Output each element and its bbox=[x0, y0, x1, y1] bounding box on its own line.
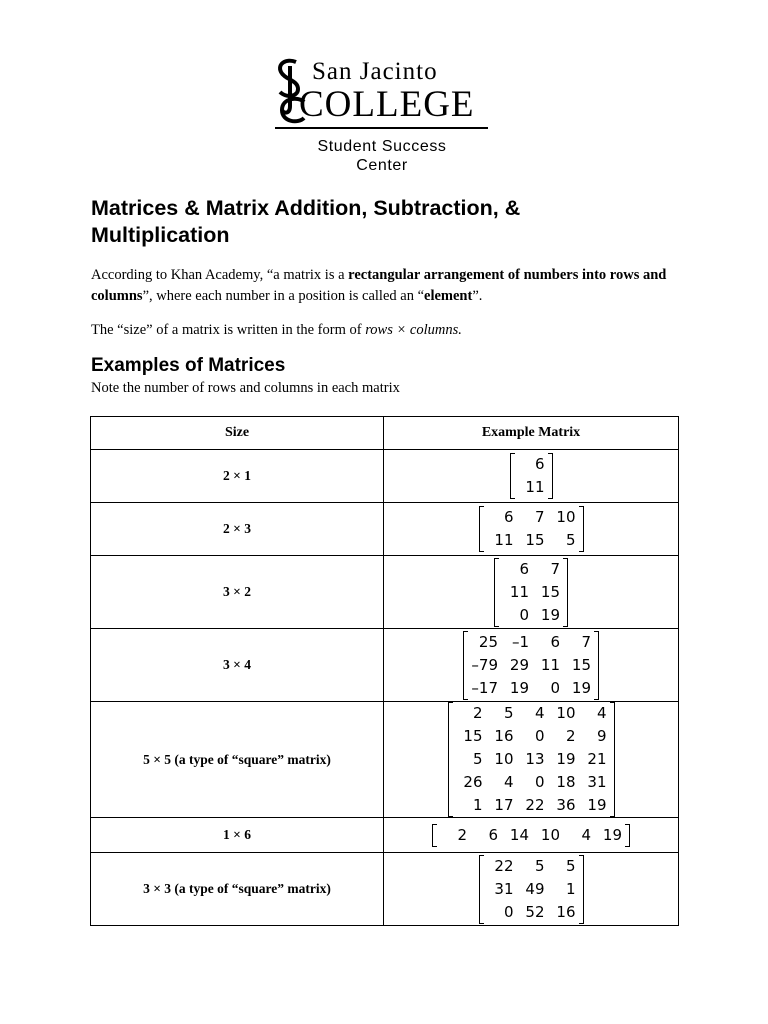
matrix-row bbox=[485, 855, 578, 878]
matrix-element: 5 bbox=[472, 750, 483, 768]
matrix-cell bbox=[384, 818, 679, 853]
matrix-element: 22 bbox=[494, 856, 514, 875]
matrix-row bbox=[469, 654, 593, 677]
matrix-element: 29 bbox=[509, 655, 529, 674]
matrix-cell bbox=[384, 450, 679, 503]
matrix-element: 0 bbox=[503, 902, 514, 921]
matrix-size: 2 × 3 bbox=[91, 503, 384, 556]
matrix-element: 7 bbox=[581, 632, 591, 651]
matrix-element: 26 bbox=[463, 773, 483, 791]
matrix-row bbox=[485, 878, 578, 901]
matrix-element: 5 bbox=[503, 704, 514, 722]
header-size: Size bbox=[91, 417, 384, 450]
matrix-element: 0 bbox=[550, 678, 560, 697]
matrix-element: 0 bbox=[519, 605, 529, 624]
matrix-element: 15 bbox=[540, 582, 560, 601]
matrix-element: 11 bbox=[540, 655, 560, 674]
matrix-element: 10 bbox=[540, 825, 560, 844]
matrix-element: 7 bbox=[534, 508, 545, 526]
matrix-row bbox=[485, 901, 578, 924]
matrix-element: 0 bbox=[534, 727, 545, 745]
table-row bbox=[91, 556, 679, 629]
matrix-element: 6 bbox=[550, 632, 560, 651]
intro-text-2: ”, where each number in a position is called an “ bbox=[142, 288, 425, 304]
matrix-row bbox=[485, 506, 578, 529]
size-note bbox=[91, 320, 462, 341]
matrix-size: 3 × 2 bbox=[91, 556, 384, 629]
matrix-size: 5 × 5 (a type of “square” matrix) bbox=[91, 702, 384, 818]
matrix-size: 1 × 6 bbox=[91, 818, 384, 853]
matrix-row bbox=[469, 677, 593, 700]
matrix-row bbox=[454, 794, 609, 817]
matrix-element: 25 bbox=[478, 632, 498, 651]
matrix-element: 49 bbox=[525, 879, 545, 898]
matrix-element: 15 bbox=[571, 655, 591, 674]
table-row bbox=[91, 503, 679, 556]
logo-center: Center bbox=[356, 157, 408, 174]
table-header-row bbox=[91, 417, 679, 450]
intro-bold-definition: rectangular arrangement of numbers into rows and columns bbox=[91, 267, 667, 304]
matrix-element: 10 bbox=[556, 704, 576, 722]
table-row bbox=[91, 818, 679, 853]
matrix bbox=[432, 824, 630, 847]
intro-text-1: According to Khan Academy, “a matrix is a bbox=[91, 267, 349, 283]
matrix-element: 9 bbox=[596, 727, 607, 745]
matrix-element: 5 bbox=[565, 856, 576, 875]
matrix-element: 36 bbox=[556, 796, 576, 814]
matrix-size: 2 × 1 bbox=[91, 450, 384, 503]
section-note: Note the number of rows and columns in each matrix bbox=[91, 380, 400, 396]
matrix-element: 18 bbox=[556, 773, 576, 791]
header-example-matrix: Example Matrix bbox=[384, 417, 679, 450]
matrix-row bbox=[454, 702, 609, 725]
matrix-element: 5 bbox=[534, 856, 545, 875]
matrix-element: –17 bbox=[471, 678, 498, 697]
matrix-row bbox=[500, 558, 562, 581]
matrix-element: 1 bbox=[565, 879, 576, 898]
matrix bbox=[448, 702, 615, 817]
matrix-row bbox=[516, 453, 547, 476]
matrix-element: 10 bbox=[494, 750, 514, 768]
table-row bbox=[91, 702, 679, 818]
matrix bbox=[510, 453, 553, 499]
matrix-element: 1 bbox=[472, 796, 483, 814]
matrix-element: 19 bbox=[587, 796, 607, 814]
matrix-row bbox=[485, 529, 578, 552]
table-body bbox=[91, 450, 679, 926]
matrix-element: 19 bbox=[540, 605, 560, 624]
matrix-element: 19 bbox=[556, 750, 576, 768]
matrix-element: 17 bbox=[494, 796, 514, 814]
matrix-row bbox=[500, 581, 562, 604]
matrix-element: 0 bbox=[534, 773, 545, 791]
matrix-element: 2 bbox=[457, 825, 467, 844]
matrix-row bbox=[516, 476, 547, 499]
matrix-element: –79 bbox=[471, 655, 498, 674]
matrix-element: 4 bbox=[503, 773, 514, 791]
matrix bbox=[463, 631, 599, 700]
matrix-element: 2 bbox=[565, 727, 576, 745]
logo-divider bbox=[275, 127, 488, 129]
matrix-element: 6 bbox=[503, 508, 514, 526]
matrix-cell bbox=[384, 556, 679, 629]
logo-college: COLLEGE bbox=[299, 84, 475, 125]
matrix-cell bbox=[384, 503, 679, 556]
matrix-element: 10 bbox=[556, 508, 576, 526]
matrix-element: 21 bbox=[587, 750, 607, 768]
matrix-size: 3 × 4 bbox=[91, 629, 384, 702]
matrix-element: 4 bbox=[581, 825, 591, 844]
matrix-row bbox=[454, 725, 609, 748]
matrix-examples-table bbox=[90, 416, 679, 926]
matrix-element: 19 bbox=[571, 678, 591, 697]
matrix-size: 3 × 3 (a type of “square” matrix) bbox=[91, 853, 384, 926]
size-note-emphasis: rows × columns. bbox=[365, 322, 462, 338]
matrix-element: 13 bbox=[525, 750, 545, 768]
matrix-element: 31 bbox=[494, 879, 514, 898]
matrix-row bbox=[454, 771, 609, 794]
matrix-element: 5 bbox=[565, 531, 576, 549]
matrix-element: 19 bbox=[602, 825, 622, 844]
matrix-element: 2 bbox=[472, 704, 483, 722]
matrix-element: 14 bbox=[509, 825, 529, 844]
matrix-element: 11 bbox=[494, 531, 514, 549]
matrix-row bbox=[500, 604, 562, 627]
section-heading: Examples of Matrices bbox=[91, 355, 286, 376]
matrix-element: 19 bbox=[509, 678, 529, 697]
matrix-element: 22 bbox=[525, 796, 545, 814]
matrix-element: 4 bbox=[596, 704, 607, 722]
matrix-cell bbox=[384, 629, 679, 702]
intro-text-3: ”. bbox=[472, 288, 483, 304]
logo-san-jacinto: San Jacinto bbox=[312, 58, 438, 85]
matrix-row bbox=[469, 631, 593, 654]
matrix-element: 15 bbox=[525, 531, 545, 549]
matrix-cell bbox=[384, 853, 679, 926]
matrix-element: 6 bbox=[519, 559, 529, 578]
table-row bbox=[91, 853, 679, 926]
matrix-element: 15 bbox=[463, 727, 483, 745]
intro-paragraph bbox=[91, 265, 691, 307]
matrix-element: 7 bbox=[550, 559, 560, 578]
table-row bbox=[91, 629, 679, 702]
page-title: Matrices & Matrix Addition, Subtraction, & Multiplication bbox=[91, 196, 521, 247]
matrix-row bbox=[454, 748, 609, 771]
matrix-element: –1 bbox=[511, 632, 529, 651]
matrix-element: 31 bbox=[587, 773, 607, 791]
intro-bold-element: element bbox=[424, 288, 473, 304]
matrix bbox=[479, 855, 584, 924]
matrix-element: 4 bbox=[534, 704, 545, 722]
size-note-text: The “size” of a matrix is written in the form of bbox=[91, 322, 366, 338]
matrix bbox=[494, 558, 568, 627]
matrix-element: 6 bbox=[488, 825, 498, 844]
matrix-row bbox=[438, 824, 624, 847]
logo-student-success: Student Success bbox=[317, 138, 447, 155]
matrix-element: 11 bbox=[509, 582, 529, 601]
matrix-element: 52 bbox=[525, 902, 545, 921]
matrix-element: 11 bbox=[525, 478, 545, 496]
matrix-element: 16 bbox=[494, 727, 514, 745]
matrix bbox=[479, 506, 584, 552]
matrix-cell bbox=[384, 702, 679, 818]
matrix-element: 6 bbox=[534, 455, 545, 473]
college-logo bbox=[272, 56, 492, 176]
matrix-element: 16 bbox=[556, 902, 576, 921]
table-row bbox=[91, 450, 679, 503]
